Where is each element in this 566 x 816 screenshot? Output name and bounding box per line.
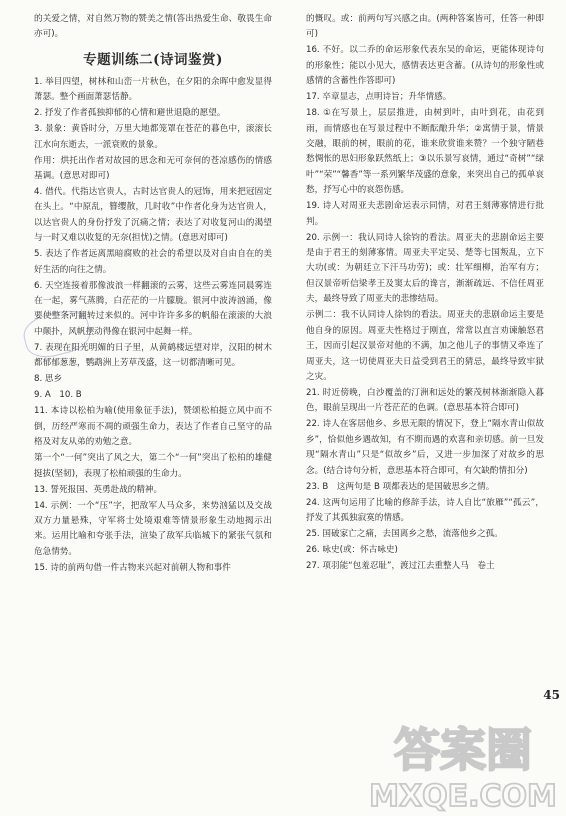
left-column bbox=[34, 12, 272, 577]
answer-item: 16. 不好。以二乔的命运形象代表东吴的命运，更能体现诗句的形象性；能以小见大，感情表达更含蓄。(从诗句的形象性或感情的含蓄性作答即可) bbox=[306, 45, 544, 87]
answer-item: 2. 抒发了作者孤独抑郁的心情和避世退隐的愿望。 bbox=[34, 108, 226, 119]
answer-item: 示例二：我不认同诗人徐钧的看法。周亚夫的悲剧命运主要是他自身的原因。周亚夫性格过于刚直，常常以直言劝谏触怒君王，因而引起汉景帝对他的不满，加之他儿子的事情又牵连了周亚夫，这一切使周亚夫日益受到君王的猜忌，最终导致牢狱之灾。 bbox=[306, 310, 544, 382]
watermark-domain: MXQE.COM bbox=[369, 779, 557, 814]
answer-item: 17. 卒章显志，点明诗旨；升华情感。 bbox=[306, 92, 452, 103]
answer-item: 第一个“一何”突出了风之大，第二个“一何”突出了松柏的雄健挺拔(坚韧)，表现了松柏顽强的生命力。 bbox=[34, 453, 272, 479]
continued-answer-text: 的关爱之情，对自然万物的赞美之情(答出热爱生命、敬畏生命亦可)。 bbox=[34, 14, 272, 40]
watermark-logo bbox=[360, 708, 566, 816]
answer-item: 3. 景象：黄昏时分，万里大地都笼罩在苍茫的暮色中，滚滚长江水向东逝去，一派衰败的景象。 bbox=[34, 124, 272, 150]
answer-item: 9. A 10. B bbox=[34, 390, 82, 401]
answer-item: 20. 示例一：我认同诗人徐钧的看法。周亚夫的悲剧命运主要是由于君王的刻薄寡情。周亚夫平定吴、楚等七国叛乱，立下大功(或：为朝廷立下汗马功劳)；或：壮军细柳，治军有方；但汉景帝听信梁孝王及窦太后的谗言，渐渐疏远、不信任周亚夫，最终导致了周亚夫的悲惨结局。 bbox=[306, 232, 544, 305]
answer-item: 19. 诗人对周亚夫悲剧命运表示同情，对君王刻薄寡情进行批判。 bbox=[306, 201, 544, 227]
answer-item: 13. 誓死报国、英勇赴战的精神。 bbox=[34, 484, 163, 495]
answer-item: 15. 诗的前两句借一件古物来兴起对前朝人物和事件 bbox=[34, 562, 231, 573]
answer-item: 22. 诗人在客居他乡、乡思无限的情况下，登上“隔水青山似故乡”，恰似他乡遇故知，有不期而遇的欢喜和亲切感。前一旦发现“隔水青山”只是“似故乡”后，又进一步加深了对故乡的思念。(结合诗句分析，意思基本符合即可，有欠缺酌情扣分) bbox=[306, 419, 544, 476]
answer-item: 23. B 这两句是 B 项都表达的是国破思乡之情。 bbox=[306, 481, 495, 492]
answer-item: 5. 表达了作者远离黑暗腐败的社会的希望以及对自由自在的美好生活的向往之情。 bbox=[34, 249, 272, 275]
answer-item: 7. 表现在阳光明媚的日子里，从黄鹤楼远望对岸，汉阳的树木都郁郁葱葱，鹦鹉洲上芳草茂盛，这一切都清晰可见。 bbox=[34, 342, 272, 369]
answer-item: 11. 本诗以松柏为喻(使用象征手法)，赞颂松柏挺立风中而不倒，历经严寒而不凋的顽强生命力，表达了作者自己坚守的品格及对友从弟的劝勉之意。 bbox=[34, 406, 272, 448]
answer-item: 26. 咏史(或：怀古咏史) bbox=[306, 544, 398, 555]
answer-item: 1. 举目四望，树林和山峦一片秋色，在夕阳的余晖中愈发显得萧瑟。整个画面萧瑟恬静。 bbox=[34, 76, 272, 103]
answer-item: 25. 国破家亡之痛，去国离乡之愁，流落他乡之孤。 bbox=[306, 528, 503, 539]
answer-item: 24. 这两句运用了比喻的修辞手法，诗人自比“旅雁”“孤云”，抒发了其孤独寂寞的情感。 bbox=[306, 497, 544, 523]
answer-item: 的慨叹。或：前两句写兴感之由。(两种答案皆可，任答一种即可) bbox=[306, 14, 544, 40]
watermark-text: 答案圈 bbox=[394, 723, 532, 777]
answer-item: 作用：烘托出作者对故园的思念和无可奈何的苍凉感伤的情感基调。(意思对即可) bbox=[34, 155, 272, 182]
right-column bbox=[306, 12, 544, 575]
answer-item: 6. 天空连接着那像波浪一样翻滚的云雾，这些云雾连同晨雾连在一起，雾气蒸腾，白茫茫的一片朦胧。银河中波涛汹涌，像要使整条河翻转过来似的。河中许许多多的帆船在滚滚的大浪中颠扑，风帆摆动得像在银河中起舞一样。 bbox=[34, 280, 272, 337]
answer-item: 18. ①在写景上，层层推进，由树到叶，由叶到花，由花到雨，而情感也在写景过程中不断酝酿升华；②寓情于景，情景交融，眼前的树，眼前的花，谁来欣赏谁来赞？一个独守陋巷愁惆怅的思妇形象跃然纸上；③以乐景写哀情，通过“奇树”“绿叶”“荣”“馨香”等一系列繁华茂盛的意象，来突出自己的孤单哀愁，抒写心中的哀怨伤感。 bbox=[306, 108, 544, 196]
answer-item: 27. 项羽能“包羞忍耻”，渡过江去重整人马 卷土 bbox=[306, 560, 495, 571]
answer-item: 14. 示例：一个“压”字，把敌军人马众多，来势汹猛以及交战双方力量悬殊，守军将士处境艰难等情景形象生动地揭示出来。运用比喻和夸张手法，渲染了敌军兵临城下的紧张气氛和危急情势。 bbox=[34, 500, 272, 557]
section-title: 专题训练二(诗词鉴赏) bbox=[83, 51, 223, 68]
answer-item: 4. 借代。代指达官贵人，古时达官贵人的冠饰，用来把冠固定在头上。“中原乱，簪缨散，几时收”中作者化身为达官贵人，以达官贵人的身份抒发了沉痛之情；表达了对收复河山的渴望与一时又难以收复的无奈(担忧)之情。(意思对即可) bbox=[34, 187, 272, 244]
page-number: 45 bbox=[543, 688, 560, 702]
answer-item: 21. 时近傍晚，白沙覆盖的汀洲和远处的繁茂树林渐渐隐入暮色，眼前呈现出一片苍茫茫的色调。(意思基本符合即可) bbox=[306, 387, 544, 414]
answer-item: 8. 思乡 bbox=[34, 374, 63, 385]
